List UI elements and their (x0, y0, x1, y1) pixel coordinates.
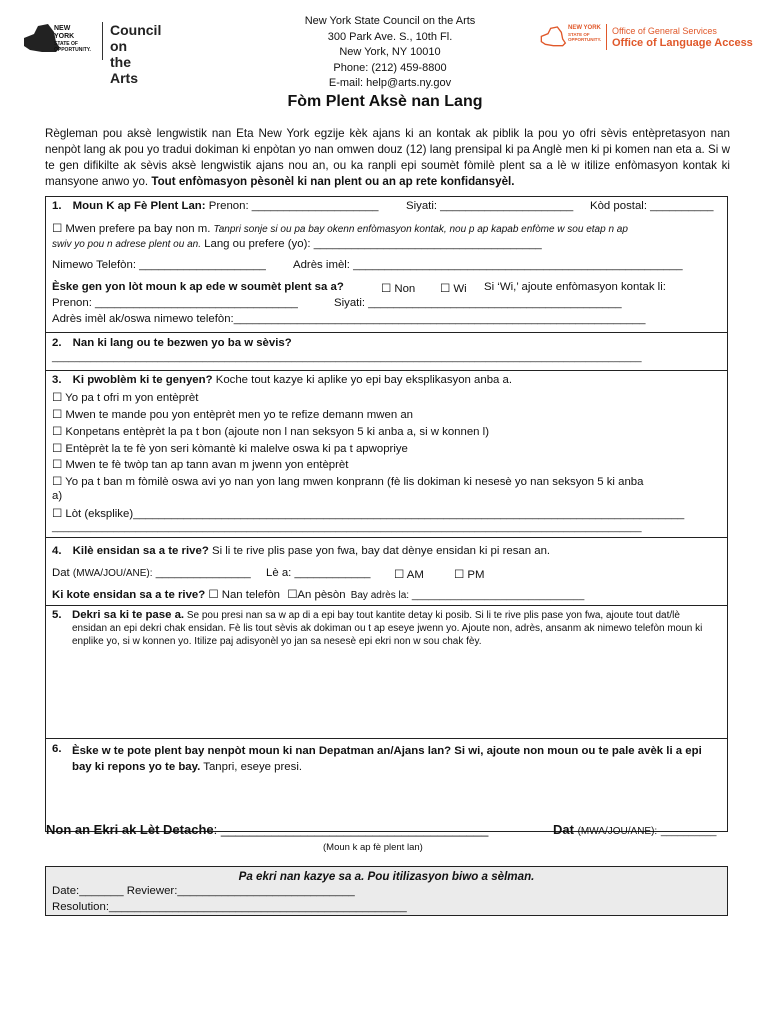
in-person-checkbox[interactable]: ☐An pèsòn (287, 589, 346, 601)
helper-note: Si ‘Wi,’ ajoute enfòmasyon kontak li: (484, 281, 666, 293)
section-heading: Kilè ensidan sa a te rive? (72, 545, 209, 557)
description-area[interactable] (46, 650, 727, 736)
problem-checkbox[interactable]: ☐ Yo pa t ban m fòmilè oswa avi yo nan yon lang mwen konprann (fè lis dokiman ki nesesè yo nan seksyon 5 ki anba (52, 476, 644, 488)
last-name-field[interactable]: Siyati: _____________________ (406, 200, 574, 212)
anonymous-note: Tanpri sonje si ou pa bay okenn enfòmasyon kontak, nou p ap kapab enfòme w sou etap n ap (213, 224, 628, 235)
logo-text: OPPORTUNITY. (568, 37, 602, 42)
section-heading: Èske w te pote plent bay nenpòt moun ki nan Depatman an/Ajans lan? Si wi, ajoute non moun ou te pale avèk li a epi bay ki repons yo te bay. (72, 745, 702, 773)
logo-text: NEW YORK (54, 25, 75, 40)
address-block (250, 14, 530, 92)
section-number: 4. (52, 545, 62, 557)
logo-text: STATE OF (568, 32, 590, 37)
logo-org: the Arts (110, 54, 139, 86)
section-4-heading (52, 545, 550, 557)
anonymous-note: swiv yo pou n adrese plent ou an. (52, 239, 201, 250)
divider (45, 332, 728, 333)
address-line: New York State Council on the Arts (304, 15, 476, 27)
address-field[interactable]: Bay adrès la: _______________________________ (350, 590, 585, 601)
problem-checkbox[interactable]: ☐ Yo pa t ofri m yon entèprèt (52, 392, 199, 404)
logo-text: NEW YORK (568, 25, 601, 31)
section-3-heading (52, 374, 512, 386)
location-row (52, 587, 584, 601)
problem-checkbox[interactable]: ☐ Entèprèt la te fè yon seri kòmantè ki malelve oswa ki pa t apwopriye (52, 443, 408, 455)
helper-first-name-field[interactable]: Prenon: ________________________________ (52, 297, 298, 309)
signature-row (46, 822, 488, 837)
problem-explain-field[interactable]: __________________________________________________________________________________________________________ (52, 522, 642, 533)
language-needed-field[interactable]: __________________________________________________________________________________________________________ (52, 352, 642, 363)
date-label: Dat (52, 567, 70, 579)
section-sub: Koche tout kazye ki aplike yo epi bay eksplikasyon anba a. (215, 374, 513, 386)
intro-text: Règleman pou aksè lengwistik nan Eta New York egzije kèk ajans ki an kontak ak piblik la pou yo ofri sèvis entèpretasyon nan nenpòt lang ak pou yo tradui dokiman ki enpòtan yo nan omwen douz (12) lang prensipal ki pa Anglè men ki pi komen nan eta a. Si w te gen difikilte ak sèvis aksè lengwistik ajans nou an, ou ka ranpli epi soumèt fòmilè plent sa a lè w itilize enfòmasyon kontak ki mansyone anwo yo. (45, 127, 730, 188)
intro-paragraph (45, 126, 730, 190)
logo-org: Office of Language Access (612, 37, 753, 49)
section-5-text: Se pou presi nan sa w ap di a epi bay tout kantite detay ki posib. Si li te rive plis pase yon fwa, ajoute tout dat/lè ensidan an epi dekri chak ensidan. Fè lis tout sèvis ak dokiman ou t ap eseye jwenn yo. Ajoute non, adrès, ansanm ak nimewo telefòn moun ki enplike yo, si w konnen yo. Itilize paj adisyonèl yo jan sa nesesè epi ekri non w sou chak fèy. (72, 610, 703, 647)
time-field[interactable]: Lè a: ____________ (266, 567, 371, 579)
section-sub: Si li te rive plis pase yon fwa, bay dat dènye ensidan ki pi resan an. (211, 545, 551, 557)
section-1-heading: Moun K ap Fè Plent Lan: (72, 200, 206, 212)
office-heading: Pa ekri nan kazye sa a. Pou itilizasyon biwo a sèlman. (238, 870, 535, 883)
intro-bold: Tout enfòmasyon pèsonèl ki nan plent ou an ap rete konfidansyèl. (151, 175, 515, 188)
pm-checkbox[interactable]: ☐ PM (454, 569, 485, 581)
logo-org: Council on (110, 22, 162, 54)
anonymous-row (52, 221, 628, 235)
logo-org: Office of General Services (612, 26, 717, 36)
signature-caption: (Moun k ap fè plent lan) (323, 842, 423, 853)
problem-checkbox[interactable]: ☐ Konpetans entèprèt la pa t bon (ajoute non l nan seksyon 5 ki anba a, si w konnen l) (52, 426, 490, 438)
signature-label: Non an Ekri ak Lèt Detache (46, 822, 214, 837)
section-number: 6. (52, 743, 62, 755)
logo-text: STATE OF (54, 41, 78, 47)
section-number: 2. (52, 337, 62, 349)
date-label: Dat (553, 822, 574, 837)
date-format: (MWA/JOU/ANE): (72, 568, 153, 579)
location-question: Ki kote ensidan sa a te rive? (52, 589, 206, 601)
address-line: New York, NY 10010 (339, 46, 441, 58)
section-heading: Ki pwoblèm ki te genyen? (72, 374, 213, 386)
problem-checkbox[interactable]: ☐ Mwen te mande pou yon entèprèt men yo te refize demann mwen an (52, 409, 413, 421)
am-checkbox[interactable]: ☐ AM (394, 569, 424, 581)
section-2-heading (52, 337, 292, 349)
divider (45, 370, 728, 371)
date-row (52, 567, 251, 579)
signature-date (553, 822, 716, 837)
zip-field[interactable]: Kòd postal: __________ (590, 200, 714, 212)
section-5-heading (52, 609, 62, 621)
helper-yes-checkbox[interactable]: ☐ Wi (440, 283, 467, 295)
section-heading: Nan ki lang ou te bezwen yo ba w sèvis? (72, 337, 292, 349)
helper-last-name-field[interactable]: Siyati: ________________________________________ (334, 297, 622, 309)
first-name-field[interactable]: Prenon: ____________________ (208, 200, 379, 212)
email-field[interactable]: Adrès imèl: ____________________________________________________ (293, 259, 683, 271)
helper-contact-field[interactable]: Adrès imèl ak/oswa nimewo telefòn:_________________________________________________________________ (52, 313, 646, 325)
helper-no-checkbox[interactable]: ☐ Non (381, 283, 416, 295)
problem-checkbox[interactable]: ☐ Mwen te fè twòp tan ap tann avan m jwenn yon entèprèt (52, 459, 349, 471)
preferred-language-field[interactable]: Lang ou prefere (yo): ____________________________________ (204, 238, 542, 250)
date-field[interactable]: _______________ (155, 567, 251, 579)
section-number: 1. (52, 200, 62, 212)
section-6-paragraph (72, 743, 722, 775)
section-1-row (52, 200, 379, 212)
section-sub: Tanpri, eseye presi. (203, 761, 303, 773)
helper-question: Èske gen yon lòt moun k ap ede w soumèt plent sa a? (52, 281, 344, 293)
section-5-paragraph (72, 609, 717, 648)
date-format: (MWA/JOU/ANE): (577, 826, 658, 837)
section-6-number (52, 743, 62, 755)
office-date-field[interactable]: Date:_______ Reviewer:____________________________ (52, 885, 355, 897)
date-field[interactable]: __________ (660, 826, 717, 837)
ogs-logo (540, 22, 753, 61)
office-resolution-field[interactable]: Resolution:_______________________________________________ (52, 901, 407, 913)
nysca-logo (22, 22, 162, 86)
phone-field[interactable]: Nimewo Telefòn: ____________________ (52, 259, 266, 271)
language-row (52, 238, 542, 250)
section-number: 3. (52, 374, 62, 386)
section-number: 5. (52, 609, 62, 621)
problem-checkbox-cont: a) (52, 490, 63, 502)
phone-checkbox[interactable]: ☐ Nan telefòn (208, 589, 281, 601)
section-heading: Dekri sa ki te pase a. (72, 609, 185, 621)
signature-field[interactable]: : _____________________________________ (213, 822, 489, 837)
divider (45, 605, 728, 606)
address-line: E-mail: help@arts.ny.gov (328, 77, 452, 89)
page-title: Fòm Plent Aksè nan Lang (287, 93, 483, 110)
logo-text: OPPORTUNITY. (54, 47, 91, 53)
divider (45, 738, 728, 739)
address-line: 300 Park Ave. S., 10th Fl. (327, 30, 453, 43)
address-line: Phone: (212) 459-8800 (333, 61, 447, 74)
problem-other-field[interactable]: ☐ Lòt (eksplike)_______________________________________________________________________________________ (52, 508, 685, 520)
divider (45, 537, 728, 538)
anonymous-checkbox[interactable]: ☐ Mwen prefere pa bay non m. (52, 223, 211, 235)
